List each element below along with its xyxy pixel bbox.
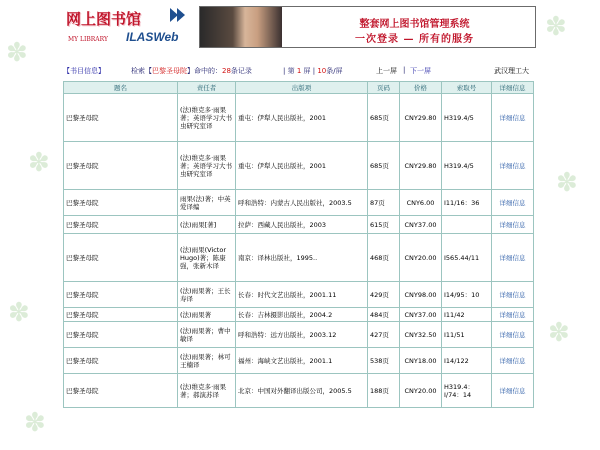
pages-cell: 685页 (368, 94, 400, 142)
promo-tagline: 一次登录 — 所有的服务 (355, 34, 474, 45)
detail-link[interactable]: 详细信息 (492, 216, 534, 234)
detail-link[interactable]: 详细信息 (492, 190, 534, 216)
library-logo[interactable] (64, 6, 192, 48)
publisher-cell: 福州：海峡文艺出版社，2001.1 (236, 348, 368, 374)
publisher-cell: 重屯：伊犁人民出版社，2001 (236, 142, 368, 190)
publisher-cell: 呼和浩特：内蒙古人民出版社，2003.5 (236, 190, 368, 216)
call-number-cell: I11/16：36 (442, 190, 492, 216)
header-banner (64, 6, 536, 48)
price-cell: CNY6.00 (400, 190, 442, 216)
book-info-label: 【书目信息】 (63, 67, 105, 75)
price-cell: CNY29.80 (400, 94, 442, 142)
call-number-cell: H319.4/5 (442, 142, 492, 190)
divider: | (403, 66, 406, 74)
call-number-cell: H319.4/5 (442, 94, 492, 142)
detail-link[interactable]: 详细信息 (492, 322, 534, 348)
price-cell: CNY20.00 (400, 234, 442, 282)
background-leaf-icon: ✽ (8, 298, 30, 328)
call-number-cell: I11/51 (442, 322, 492, 348)
publisher-cell: 长春：时代文艺出版社，2001.11 (236, 282, 368, 308)
call-number-cell: I14/122 (442, 348, 492, 374)
author-cell: (法)维克多·雨果著；英语学习大书虫研究室译 (178, 142, 236, 190)
pages-cell: 87页 (368, 190, 400, 216)
column-header: 责任者 (178, 82, 236, 94)
table-row (64, 142, 534, 190)
table-row (64, 322, 534, 348)
background-leaf-icon: ✽ (545, 12, 567, 42)
results-table (63, 81, 534, 408)
publisher-cell: 拉萨：西藏人民出版社，2003 (236, 216, 368, 234)
publisher-cell: 呼和浩特：远方出版社，2003.12 (236, 322, 368, 348)
book-title-cell: 巴黎圣母院 (64, 282, 178, 308)
price-cell: CNY37.00 (400, 216, 442, 234)
column-header: 页码 (368, 82, 400, 94)
detail-link[interactable]: 详细信息 (492, 142, 534, 190)
author-cell: (法)雨果著 (178, 308, 236, 322)
pages-cell: 429页 (368, 282, 400, 308)
table-row (64, 374, 534, 408)
page-indicator: | 第 1 屏 | 10条/屏 (283, 67, 343, 75)
column-header: 题名 (64, 82, 178, 94)
background-leaf-icon: ✽ (556, 168, 578, 198)
author-cell: (法)维克多·雨果著；郝演苏译 (178, 374, 236, 408)
detail-link[interactable]: 详细信息 (492, 348, 534, 374)
call-number-cell: H319.4：I/74：14 (442, 374, 492, 408)
price-cell: CNY29.80 (400, 142, 442, 190)
table-row (64, 234, 534, 282)
publisher-cell: 北京：中国对外翻译出版公司，2005.5 (236, 374, 368, 408)
book-title-cell: 巴黎圣母院 (64, 234, 178, 282)
logo-brand: ILASWeb (126, 30, 179, 44)
background-leaf-icon: ✽ (6, 38, 28, 68)
book-title-cell: 巴黎圣母院 (64, 374, 178, 408)
price-cell: CNY37.00 (400, 308, 442, 322)
author-cell: (法)雨果著；王长寿译 (178, 282, 236, 308)
table-row (64, 282, 534, 308)
price-cell: CNY20.00 (400, 374, 442, 408)
book-title-cell: 巴黎圣母院 (64, 348, 178, 374)
background-leaf-icon: ✽ (28, 148, 50, 178)
detail-link[interactable]: 详细信息 (492, 308, 534, 322)
call-number-cell: I11/42 (442, 308, 492, 322)
price-cell: CNY18.00 (400, 348, 442, 374)
book-title-cell: 巴黎圣母院 (64, 308, 178, 322)
author-cell: (法)雨果著；曹中敏译 (178, 322, 236, 348)
table-row (64, 308, 534, 322)
pages-cell: 484页 (368, 308, 400, 322)
author-cell: (法)维克多·雨果著；英语学习大书虫研究室译 (178, 94, 236, 142)
column-header: 出版项 (236, 82, 368, 94)
table-row (64, 348, 534, 374)
book-title-cell: 巴黎圣母院 (64, 216, 178, 234)
per-page-count: 10 (317, 67, 327, 75)
call-number-cell: I565.44/11 (442, 234, 492, 282)
publisher-cell: 长春：吉林摄影出版社，2004.2 (236, 308, 368, 322)
publisher-cell: 南京：译林出版社，1995.. (236, 234, 368, 282)
pages-cell: 538页 (368, 348, 400, 374)
call-number-cell (442, 216, 492, 234)
detail-link[interactable]: 详细信息 (492, 94, 534, 142)
author-cell: (法)雨果[著] (178, 216, 236, 234)
detail-link[interactable]: 详细信息 (492, 374, 534, 408)
table-header-row (64, 82, 534, 94)
column-header: 详细信息 (492, 82, 534, 94)
promo-headline: 整套网上图书馆管理系统 (359, 19, 470, 30)
arrow-icon (170, 8, 186, 22)
logo-title: 网上图书馆 (66, 10, 142, 28)
column-header: 索取号 (442, 82, 492, 94)
library-name: 武汉理工大 (494, 67, 529, 75)
pages-cell: 188页 (368, 374, 400, 408)
table-row (64, 216, 534, 234)
promo-banner[interactable] (199, 6, 536, 48)
results-navbar (63, 66, 600, 78)
detail-link[interactable]: 详细信息 (492, 234, 534, 282)
promo-photo (200, 7, 282, 47)
author-cell: (法)雨果著；林可 王楠译 (178, 348, 236, 374)
detail-link[interactable]: 详细信息 (492, 282, 534, 308)
table-row (64, 94, 534, 142)
price-cell: CNY32.50 (400, 322, 442, 348)
background-leaf-icon: ✽ (24, 408, 46, 438)
pages-cell: 468页 (368, 234, 400, 282)
price-cell: CNY98.00 (400, 282, 442, 308)
pages-cell: 685页 (368, 142, 400, 190)
prev-page-link[interactable]: 上一屏 (376, 67, 397, 75)
book-title-cell: 巴黎圣母院 (64, 322, 178, 348)
table-row (64, 190, 534, 216)
search-term: 巴黎圣母院 (152, 67, 187, 75)
hit-count: 28 (222, 67, 231, 75)
search-summary: 检索【巴黎圣母院】命中的：28条记录 (131, 67, 252, 75)
page-number: 1 (296, 67, 302, 75)
column-header: 价格 (400, 82, 442, 94)
book-title-cell: 巴黎圣母院 (64, 94, 178, 142)
pages-cell: 615页 (368, 216, 400, 234)
background-leaf-icon: ✽ (548, 318, 570, 348)
author-cell: (法)雨果(Victor Hugo)著；陈康强，张新木译 (178, 234, 236, 282)
author-cell: 雨果(法)著；中英爱译编 (178, 190, 236, 216)
publisher-cell: 重屯：伊犁人民出版社，2001 (236, 94, 368, 142)
next-page-link[interactable]: 下一屏 (410, 67, 431, 75)
logo-subtitle: MY LIBRARY (68, 36, 108, 43)
book-title-cell: 巴黎圣母院 (64, 190, 178, 216)
pages-cell: 427页 (368, 322, 400, 348)
table-body (64, 94, 534, 408)
call-number-cell: I14/95：10 (442, 282, 492, 308)
book-title-cell: 巴黎圣母院 (64, 142, 178, 190)
